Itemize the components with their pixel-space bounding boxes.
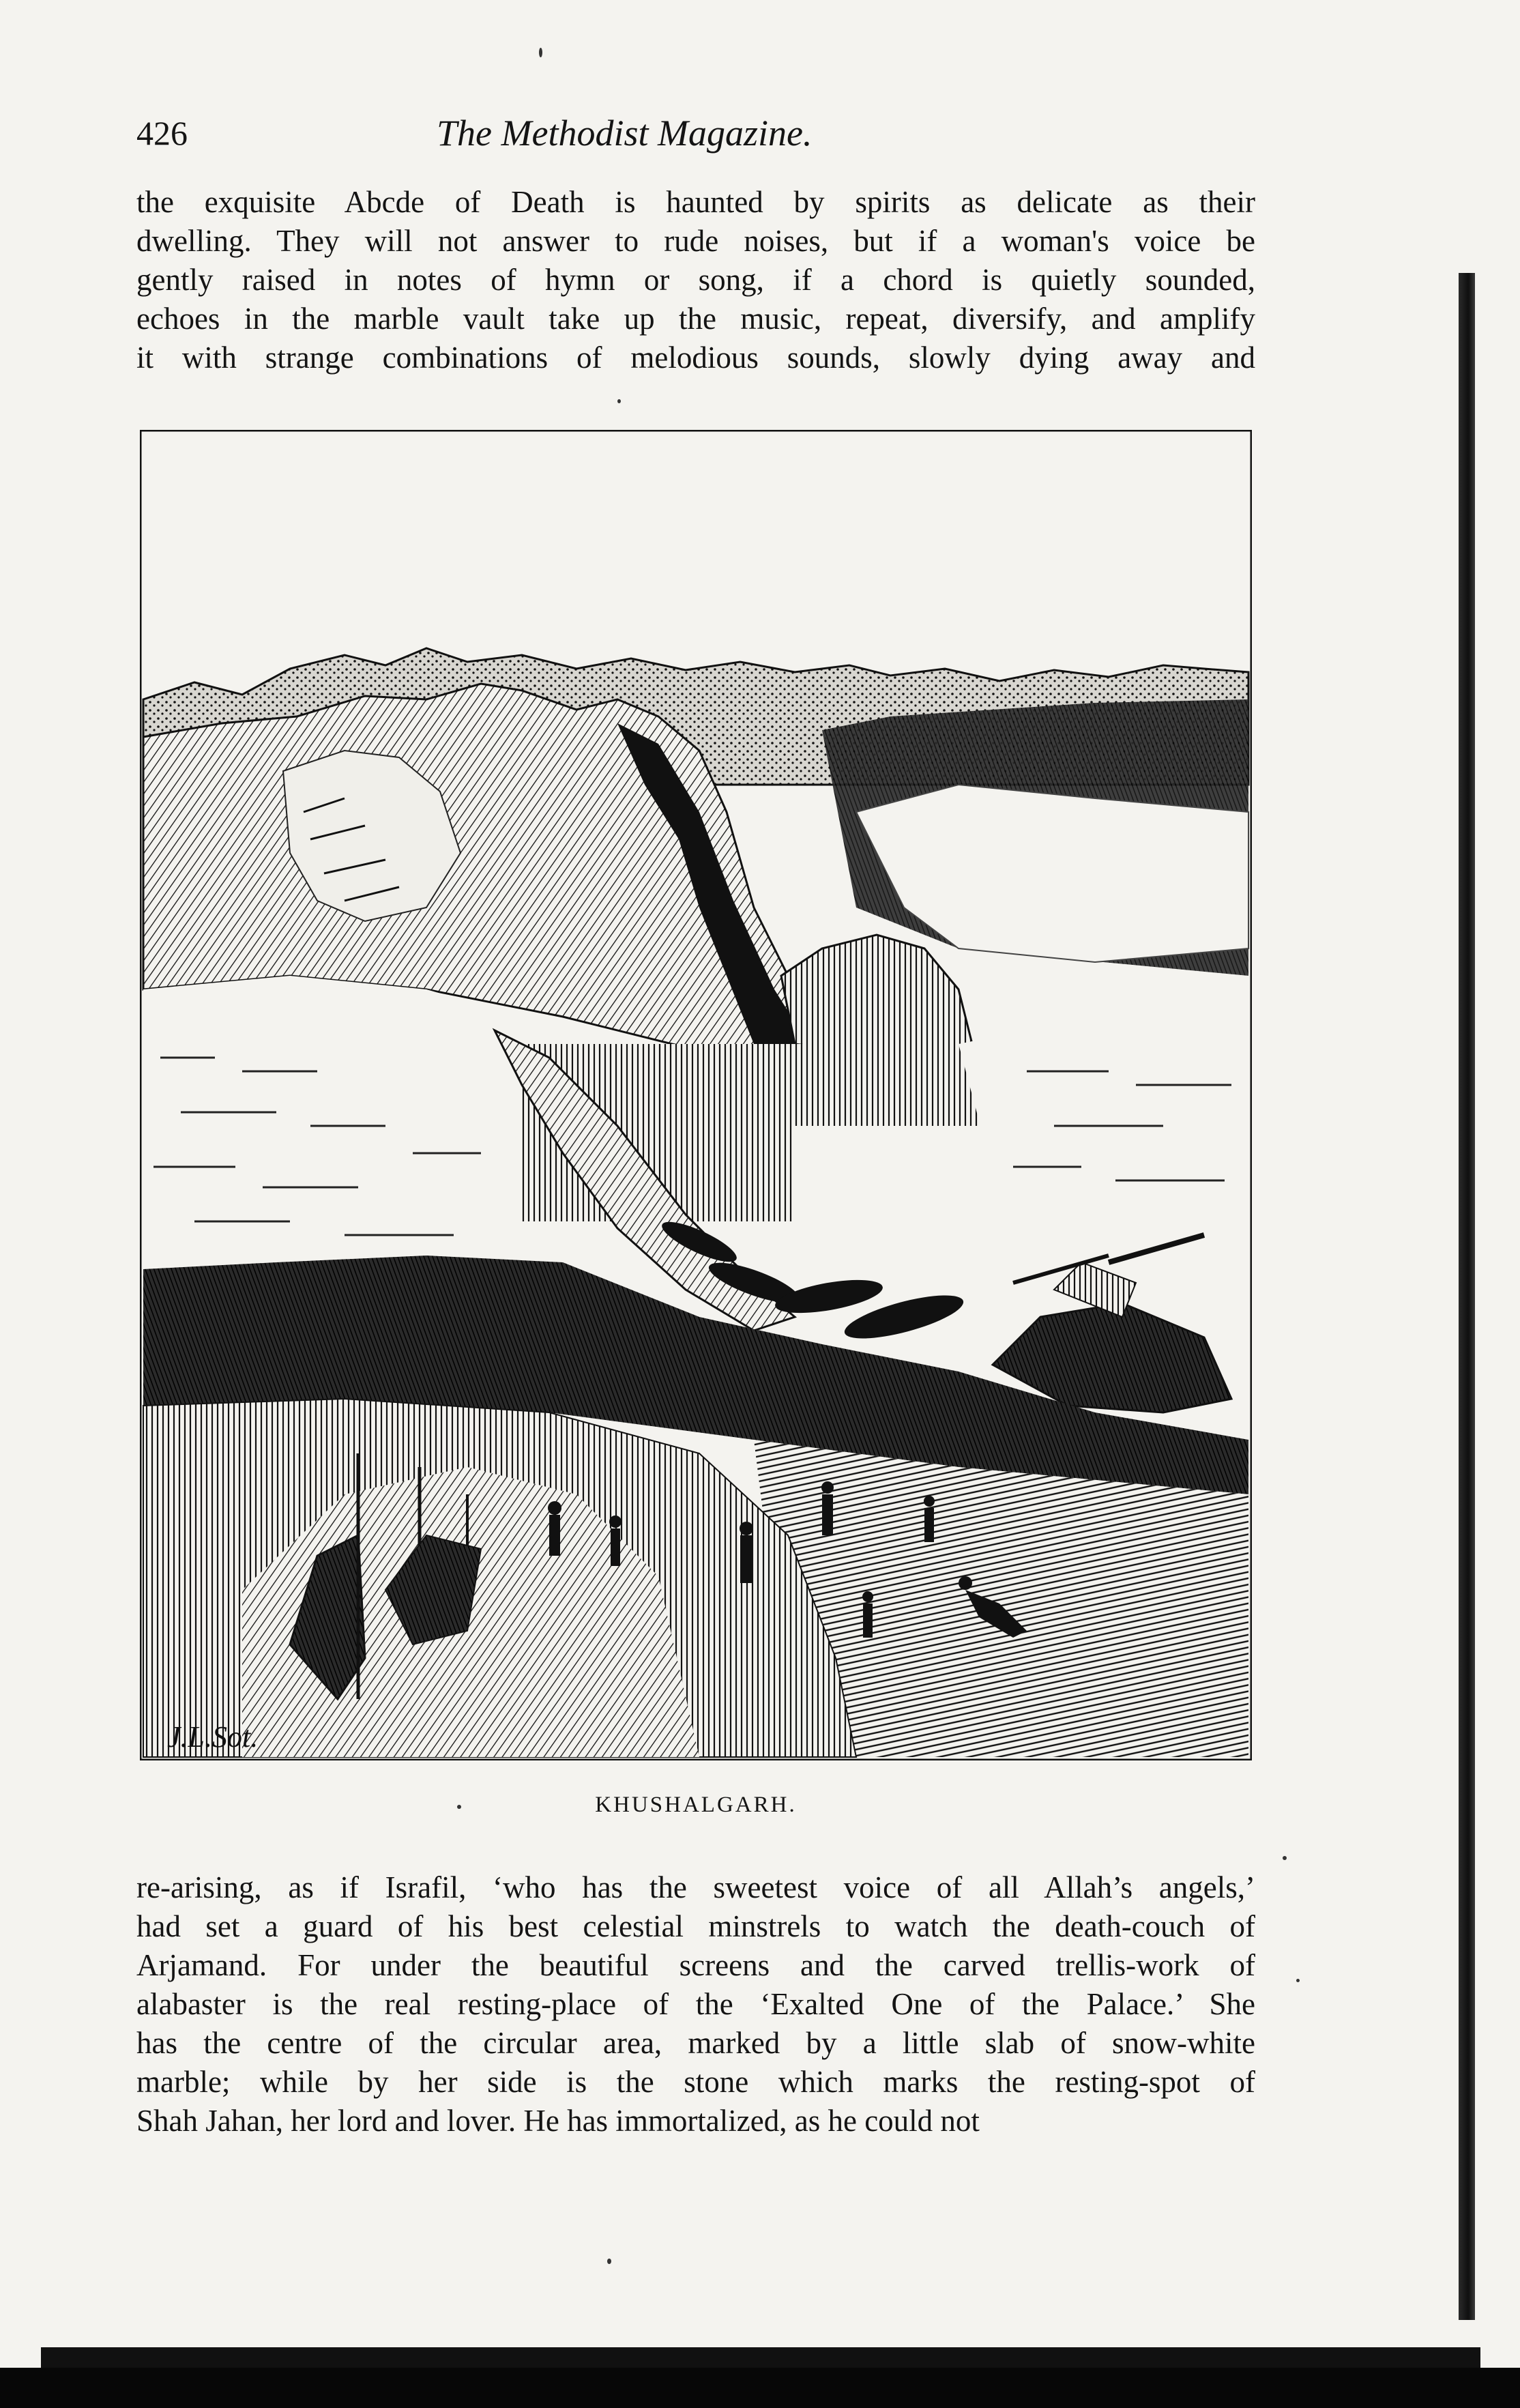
- text-line: Arjamand. For under the beautiful screens and the carved trellis-work of: [136, 1948, 1255, 1982]
- binding-edge-bottom: [41, 2347, 1480, 2368]
- engraving-illustration: [140, 430, 1252, 1760]
- paragraph-top: [136, 183, 1255, 377]
- artist-signature: J.L.Sot.: [167, 1720, 259, 1754]
- scan-border-bottom: [0, 2368, 1520, 2408]
- figure-caption: KHUSHALGARH.: [595, 1793, 797, 1817]
- text-line: dwelling. They will not answer to rude noises, but if a woman's voice be: [136, 224, 1255, 258]
- scan-speck: [457, 1805, 461, 1809]
- binding-edge-right: [1459, 273, 1475, 2320]
- text-line: echoes in the marble vault take up the music, repeat, diversify, and amplify: [136, 302, 1255, 336]
- text-line: had set a guard of his best celestial minstrels to watch the death-couch of: [136, 1909, 1255, 1943]
- scan-speck: [539, 48, 542, 57]
- text-line: has the centre of the circular area, marked by a little slab of snow-white: [136, 2026, 1255, 2060]
- text-line: Shah Jahan, her lord and lover. He has immortalized, as he could not: [136, 2104, 980, 2138]
- paragraph-bottom: [136, 1868, 1255, 2141]
- scan-speck: [607, 2259, 611, 2264]
- text-line: it with strange combinations of melodious sounds, slowly dying away and: [136, 340, 1255, 375]
- text-line: gently raised in notes of hymn or song, if a chord is quietly sounded,: [136, 263, 1255, 297]
- running-title: The Methodist Magazine.: [437, 113, 813, 154]
- scan-speck: [1296, 1979, 1300, 1982]
- page-number: 426: [136, 114, 188, 152]
- engraving-drawing: [140, 430, 1252, 1760]
- text-line: re-arising, as if Israfil, ‘who has the sweetest voice of all Allah’s angels,’: [136, 1870, 1255, 1904]
- scan-speck: [617, 399, 621, 403]
- scan-speck: [1283, 1856, 1287, 1860]
- text-line: marble; while by her side is the stone which marks the resting-spot of: [136, 2065, 1255, 2099]
- text-line: alabaster is the real resting-place of the ‘Exalted One of the Palace.’ She: [136, 1987, 1255, 2021]
- text-line: the exquisite Abcde of Death is haunted by spirits as delicate as their: [136, 185, 1255, 219]
- page-header: [136, 109, 1255, 157]
